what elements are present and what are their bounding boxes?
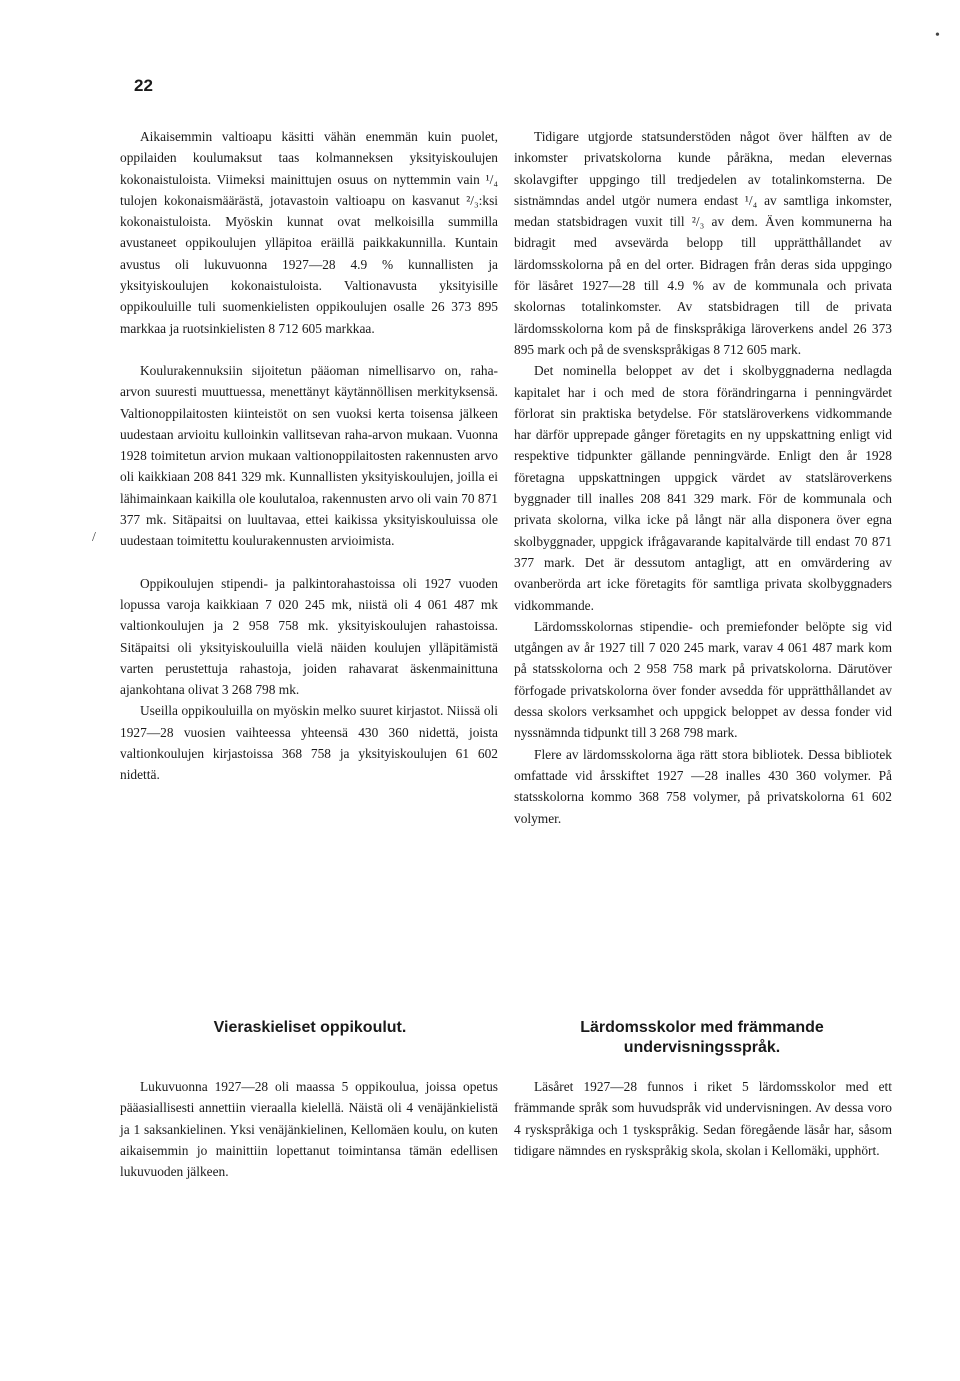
swedish-paragraph: Flere av lärdomsskolorna äga rätt stora bibliotek. Dessa bibliotek omfattade vid årsskiftet 1927 —28 inalles 430 360 volymer. På statsskolorna kommo 368 758 volymer, på privatskolorna 61 602 volymer. (514, 746, 892, 826)
swedish-paragraph: Lärdomsskolornas stipendie- och premiefonder belöpte sig vid utgången av år 1927 till 7 020 245 mark, varav 4 061 487 mark kom på statsskolorna och 2 958 758 mark på privatskolorna. Därutöver förfogade privatskolorna över fonder avsedda för upprätthållandet av dessa skolors verksamhet och uppgick beloppet av dessa fonder vid nyssnämnda tidpunkt till 3 268 798 mark. (514, 618, 892, 741)
finnish-paragraph: Aikaisemmin valtioapu käsitti vähän enemmän kuin puolet, oppilaiden koulumaksut taas kolmanneksen yksityiskoulujen kokonaistuloista. Viimeksi mainittujen osuus on nyttemmin vain ¹/₄ tulojen kokonaismäärästä, jotavastoin valtioapu on kasvanut ²/₃:ksi kokonaistuloista. Myöskin kunnat ovat melkoisilla summilla avustaneet oppikoulujen ylläpitoa eräillä paikkakunnilla. Kuntain avustus oli lukuvuonna 1927—28 4.9 % kunnallisten ja yksityiskoulujen kokonaistuloista. Valtionavusta yksityisille oppikouluille tuli suomenkielisten oppikoulujen osalle 26 373 895 markkaa ja ruotsinkielisten 8 712 605 markkaa. (120, 129, 498, 336)
stray-mark: / (92, 530, 96, 545)
finnish-paragraph: Koulurakennuksiin sijoitetun pääoman nimellisarvo on, raha-arvon suuresti muuttuessa, menettänyt käytännöllisen merkityksensä. Valtionoppilaitosten kiinteistöt on sen vuoksi kerta toisensa jälkeen uudestaan arvioitu kulloinkin vallitsevan raha-arvon mukaan. Vuonna 1928 toimitetun arvion mukaan valtionoppilaitosten rakennusten arvo oli kaikkiaan 208 841 329 mk. Kunnallisten yksityiskoulujen, joilla ei lähimainkaan kaikilla ole koulutaloa, rakennusten arvo oli vain 70 871 377 mk. Sitäpaitsi on luultavaa, ettei kaikissa yksityiskouluissa ole uudestaan toimitettu koulurakennusten arvioimista. (120, 362, 498, 549)
finnish-paragraph: Useilla oppikouluilla on myöskin melko suuret kirjastot. Niissä oli 1927—28 vuosien vaihteessa yhteensä 430 360 nidettä, joista valtionkoulujen kirjastoissa 368 758 ja yksityiskoulujen 61 602 nidettä. (120, 703, 498, 783)
section-heading-finnish: Vieraskieliset oppikoulut. (213, 1019, 407, 1036)
stray-mark: • (935, 28, 940, 43)
finnish-section-body (120, 1076, 498, 1182)
finnish-paragraph: Oppikoulujen stipendi- ja palkintorahastoissa oli 1927 vuoden lopussa varoja kaikkiaan 7 020 245 mk, niistä oli 4 061 487 mk valtionkoulujen ja 2 958 758 mk. yksityiskoulujen rahastoissa. Sitäpaitsi oli yksityiskouluilla vielä näiden koulujen ylläpitämistä varten perustettuja rahastoja, joiden rahavarat äskenmainittuna ajankohtana olivat 3 268 798 mk. (120, 575, 498, 698)
section-heading-swedish: Lärdomsskolor med främmande undervisningsspråk. (580, 1019, 824, 1056)
swedish-paragraph: Det nominella beloppet av det i skolbyggnaderna nedlagda kapitalet har i och med de stora förändringarna i penningvärdet förlorat sin praktiska betydelse. För statsläroverkens vidkommande har därför upprepade gånger företagits en ny uppskattning enligt vid respektive tidpunkter gällande penningvärde. Enligt den år 1928 företagna uppskattningen uppgick värdet av statsläroverkens byggnader till inalles 208 841 329 mark. För de kommunala och privata skolorna, vilka icke på långt när alla disponera över egna skolbyggnader, uppgick ifrågavarande kapitalvärde till endast 70 871 377 mark. Det är dessutom antagligt, att en omvärdering av ovanberörda art icke företagits för samtliga privata skolbyggnaders vidkommande. (514, 363, 892, 613)
page-number: 22 (134, 76, 153, 95)
swedish-paragraph: Tidigare utgjorde statsunderstöden något över hälften av de inkomster privatskolorna kunde påräkna, medan elevernas skolavgifter uppgingo till tredjedelen av totalinkomsterna. De sistnämndas andel utgör numera endast ¹/₄ av samtliga inkomster, medan statsbidragen vuxit till ²/₃ av dem. Även kommunerna ha bidragit med avsevärda belopp till upprätthållandet av lärdomsskolorna på en del orter. Bidragen från deras sida uppgingo för läsåret 1927—28 till 4.9 % av de kommunala och privata skolornas totalinkomster. Av statsbidragen till de privata lärdomsskolorna kom på de finskspråkiga läroverkens andel 26 373 895 mark och på de svenskspråkigas 8 712 605 mark. (514, 129, 892, 357)
swedish-column (514, 126, 892, 829)
finnish-column (120, 126, 498, 786)
swedish-section-paragraph: Läsåret 1927—28 funnos i riket 5 lärdomsskolor med ett främmande språk som huvudspråk vid undervisningen. Av dessa voro 4 ryskspråkiga och 1 tyskspråkig. Sedan föregående läsår har, såsom tidigare nämndes en ryskspråkig skola, skolan i Kellomäki, upphört. (514, 1079, 892, 1158)
swedish-section-body (514, 1076, 892, 1161)
finnish-section-paragraph: Lukuvuonna 1927—28 oli maassa 5 oppikoulua, joissa opetus pääasiallisesti annettiin vieraalla kielellä. Näistä oli 4 venäjänkielistä ja 1 saksankielinen. Yksi venäjänkielinen, Kellomäen koulu, on kuten aikaisemmin jo mainittiin lopettanut toimintansa tämän edellisen lukuvuoden jälkeen. (120, 1079, 498, 1180)
